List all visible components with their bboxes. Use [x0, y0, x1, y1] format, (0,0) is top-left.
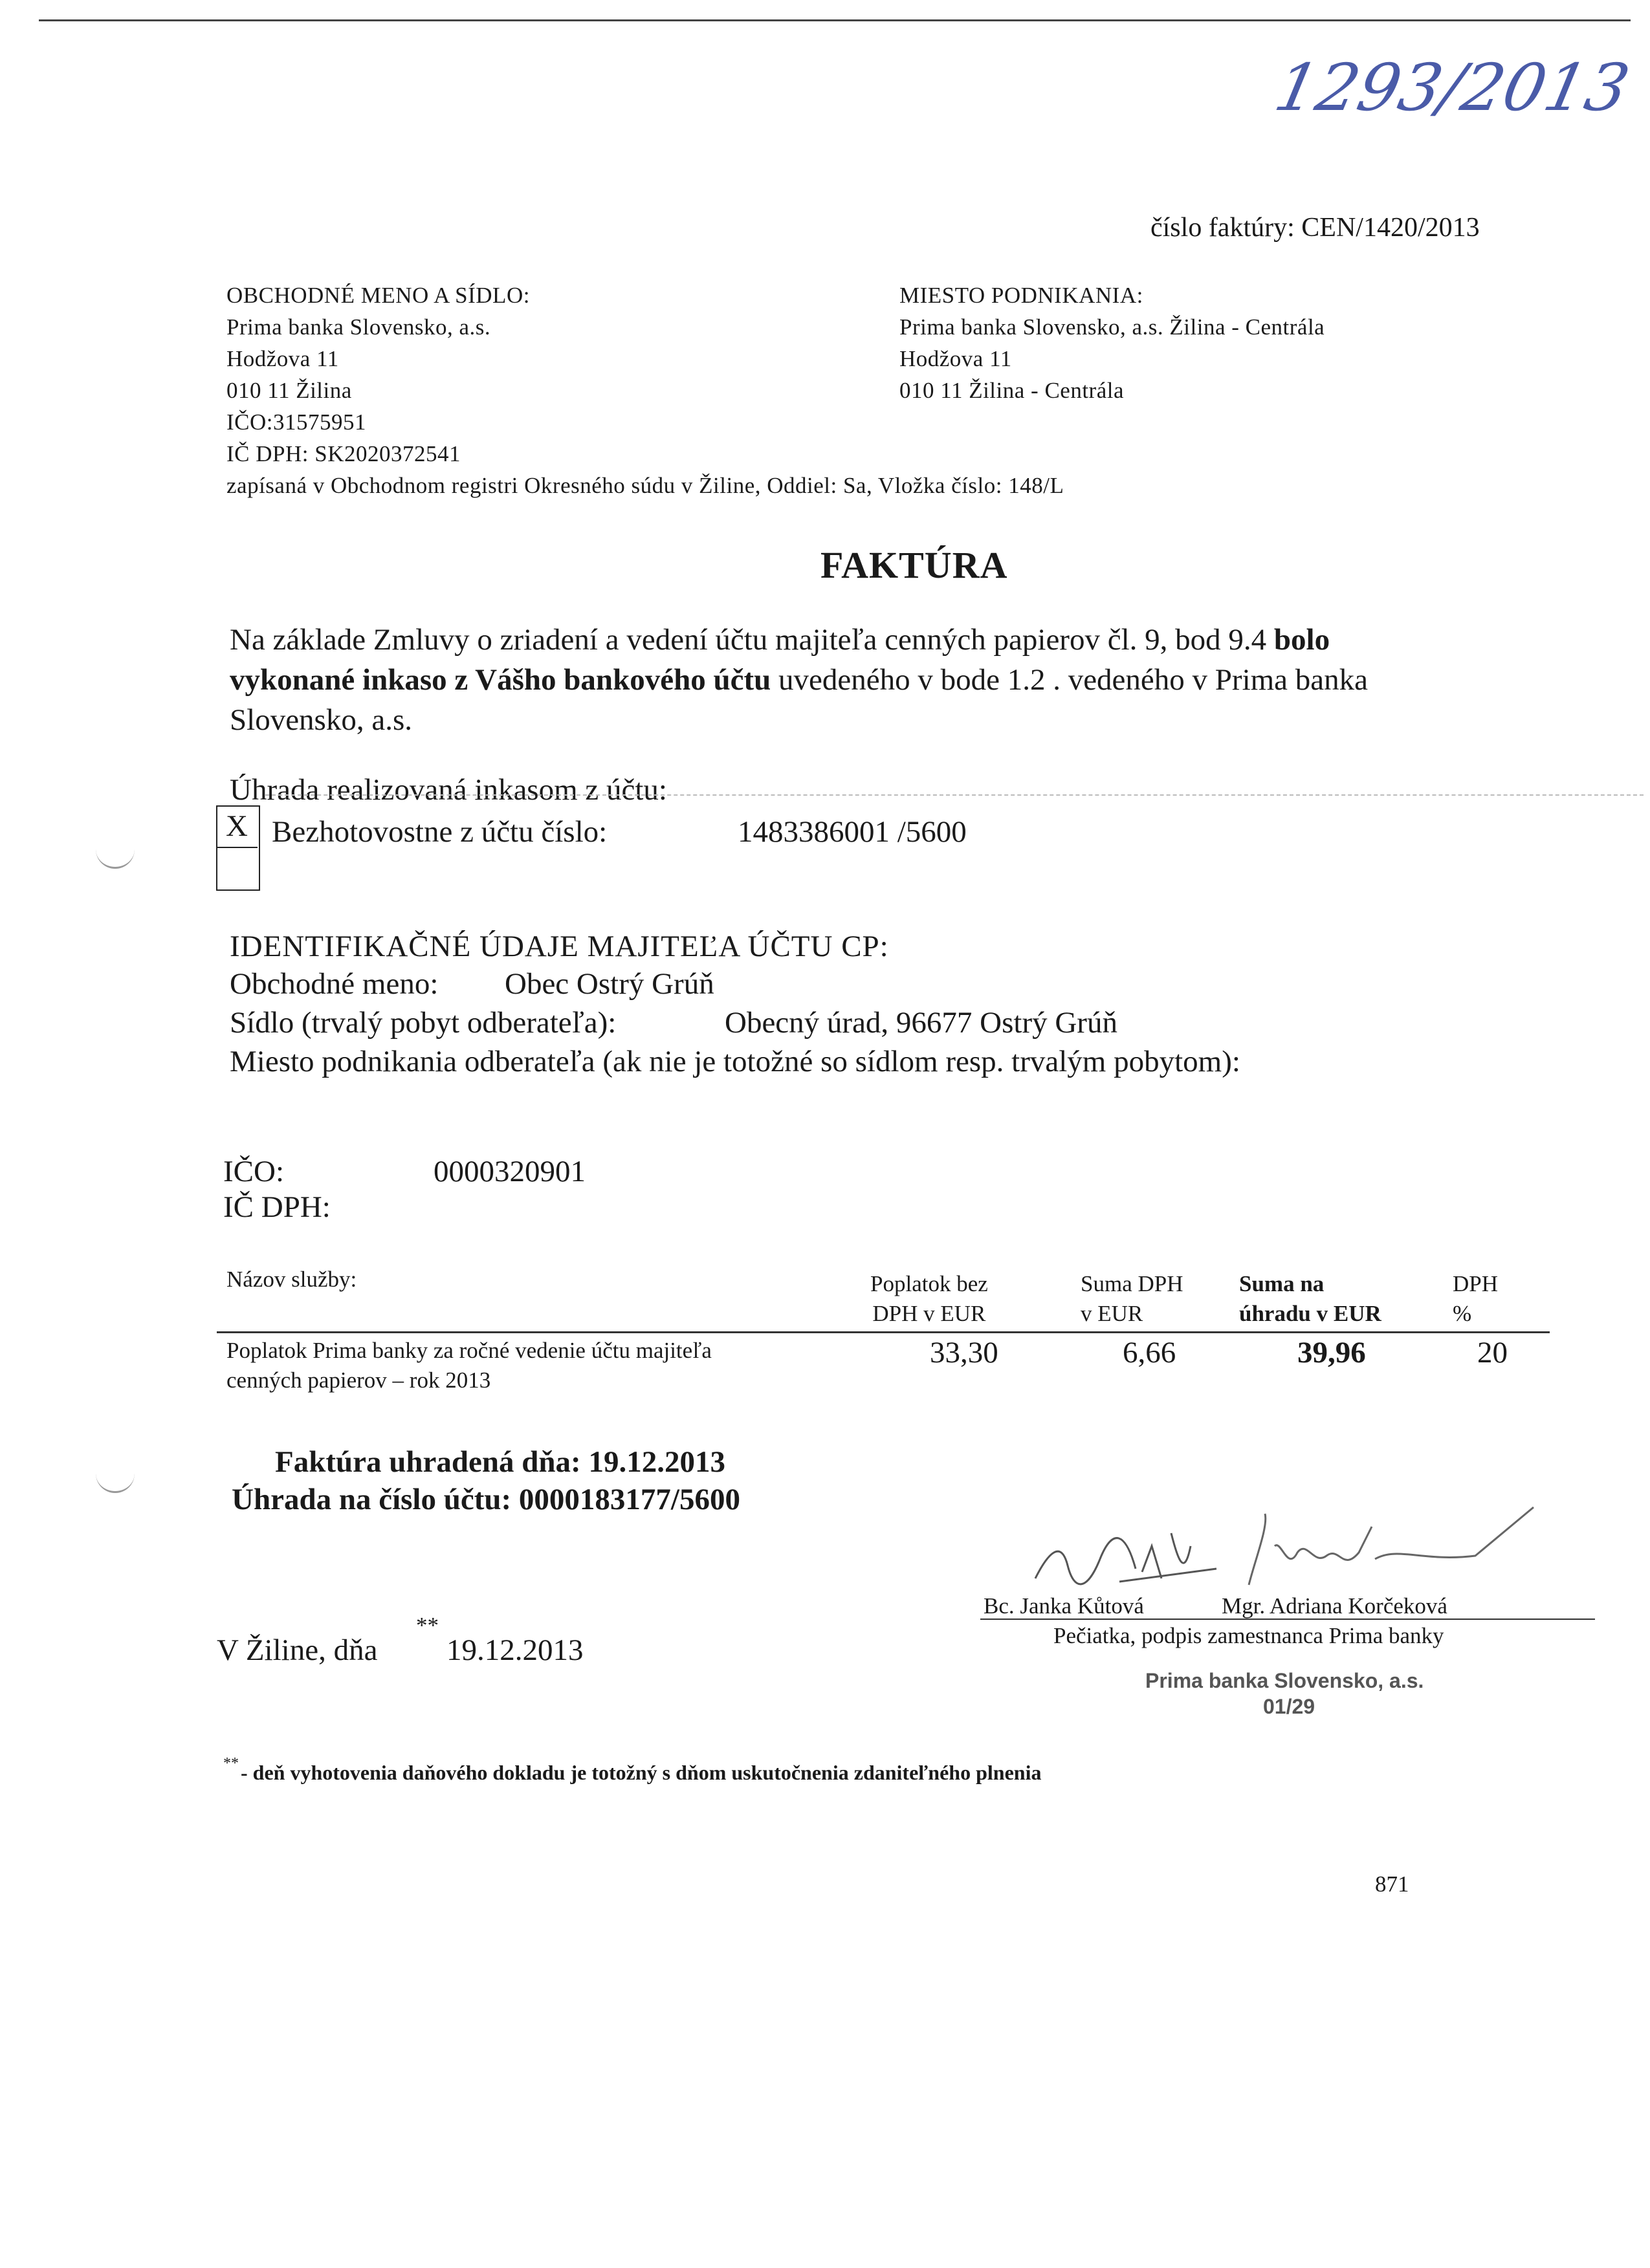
header-line: DPH: [1453, 1271, 1499, 1296]
paid-account: Úhrada na číslo účtu: 0000183177/5600: [232, 1483, 740, 1516]
header-line: %: [1453, 1301, 1472, 1326]
table-row-vat: 6,66: [1123, 1336, 1176, 1369]
table-row-fee: 33,30: [930, 1336, 998, 1369]
place-city: 010 11 Žilina - Centrála: [899, 378, 1124, 403]
customer-business-label: Miesto podnikania odberateľa (ak nie je totožné so sídlom resp. trvalým pobytom):: [230, 1045, 1240, 1078]
date-stars: **: [416, 1613, 439, 1638]
intro-line-2: [230, 660, 1368, 700]
place-heading: MIESTO PODNIKANIA:: [899, 283, 1143, 308]
table-header-vat: [1081, 1269, 1183, 1329]
intro-text: uvedeného v bode 1.2 . vedeného v Prima banka: [771, 663, 1369, 697]
signatory-name-1: Bc. Janka Kůtová: [984, 1593, 1144, 1619]
seller-ico: IČO:31575951: [226, 409, 366, 435]
date-prefix: V Žiline, dňa: [217, 1633, 378, 1667]
signatory-name-2: Mgr. Adriana Korčeková: [1222, 1593, 1447, 1619]
table-header-total: [1239, 1269, 1381, 1329]
seller-street: Hodžova 11: [226, 346, 339, 371]
intro-line-1: [230, 620, 1368, 660]
signature-rule: [980, 1619, 1595, 1620]
payment-heading: Úhrada realizovaná inkasom z účtu:: [230, 773, 667, 807]
signature-korcekova-image: [1229, 1501, 1566, 1598]
seller-registry: zapísaná v Obchodnom registri Okresného súdu v Žiline, Oddiel: Sa, Vložka číslo: 148/L: [226, 473, 1064, 498]
intro-text: Na základe Zmluvy o zriadení a vedení účtu majiteľa cenných papierov čl. 9, bod 9.4: [230, 623, 1274, 657]
table-header-fee: [870, 1269, 988, 1329]
header-line: úhradu v EUR: [1239, 1301, 1381, 1326]
seller-name: Prima banka Slovensko, a.s.: [226, 314, 491, 340]
footnote-stars: **: [223, 1755, 239, 1772]
top-border-line: [39, 19, 1631, 21]
customer-seat-label: Sídlo (trvalý pobyt odberateľa):: [230, 1006, 617, 1040]
signature-caption: Pečiatka, podpis zamestnanca Prima banky: [1053, 1623, 1444, 1648]
payment-account: 1483386001 /5600: [738, 815, 967, 849]
stamp-text-1: Prima banka Slovensko, a.s.: [1145, 1669, 1424, 1692]
footnote-text: - deň vyhotovenia daňového dokladu je totožný s dňom uskutočnenia zdaniteľného plnenia: [241, 1761, 1042, 1784]
header-line: Suma na: [1239, 1271, 1325, 1296]
intro-bold-text: vykonané inkaso z Vášho bankového účtu: [230, 663, 771, 697]
intro-line-3: Slovensko, a.s.: [230, 703, 412, 737]
signature-kutova-image: [1022, 1507, 1236, 1604]
handwritten-reference-number: [1268, 36, 1636, 133]
customer-heading: IDENTIFIKAČNÉ ÚDAJE MAJITEĽA ÚČTU CP:: [230, 930, 889, 963]
place-street: Hodžova 11: [899, 346, 1012, 371]
seller-city: 010 11 Žilina: [226, 378, 352, 403]
seller-icdph: IČ DPH: SK2020372541: [226, 441, 461, 466]
customer-ico-label: IČO:: [223, 1155, 284, 1188]
dashed-divider: [265, 794, 1644, 796]
customer-name-label: Obchodné meno:: [230, 967, 439, 1001]
header-line: DPH v EUR: [872, 1301, 986, 1326]
seller-heading: OBCHODNÉ MENO A SÍDLO:: [226, 283, 530, 308]
customer-ico-value: 0000320901: [434, 1155, 586, 1188]
table-row-total: 39,96: [1297, 1336, 1366, 1369]
intro-bold-text: bolo: [1273, 623, 1330, 657]
document-title: FAKTÚRA: [820, 544, 1008, 586]
paid-date: Faktúra uhradená dňa: 19.12.2013: [275, 1445, 725, 1479]
table-header-service: Názov služby:: [226, 1267, 357, 1292]
table-row-description: [226, 1336, 712, 1395]
svg-text:1293/2013: 1293/2013: [1268, 50, 1636, 125]
table-row-rate: 20: [1477, 1336, 1508, 1369]
customer-name-value: Obec Ostrý Grúň: [505, 967, 714, 1001]
page-number: 871: [1375, 1871, 1409, 1897]
punch-hole-mark: [96, 1465, 135, 1493]
customer-seat-value: Obecný úrad, 96677 Ostrý Grúň: [725, 1006, 1117, 1040]
place-name: Prima banka Slovensko, a.s. Žilina - Centrála: [899, 314, 1325, 340]
table-header-rate: [1453, 1269, 1498, 1329]
row-line: cenných papierov – rok 2013: [226, 1368, 491, 1393]
payment-method: Bezhotovostne z účtu číslo:: [272, 815, 608, 849]
stamp-text-2: 01/29: [1263, 1695, 1315, 1718]
header-line: Suma DPH: [1081, 1271, 1183, 1296]
invoice-number: číslo faktúry: CEN/1420/2013: [1150, 213, 1480, 243]
header-line: Poplatok bez: [870, 1271, 988, 1296]
row-line: Poplatok Prima banky za ročné vedenie účtu majiteľa: [226, 1338, 712, 1363]
checkbox-mark: X: [216, 805, 258, 848]
intro-paragraph: [230, 620, 1368, 740]
customer-icdph-label: IČ DPH:: [223, 1190, 331, 1224]
punch-hole-mark: [96, 841, 135, 869]
date-value: 19.12.2013: [446, 1633, 584, 1667]
header-line: v EUR: [1081, 1301, 1143, 1326]
place-block: [899, 279, 1325, 406]
